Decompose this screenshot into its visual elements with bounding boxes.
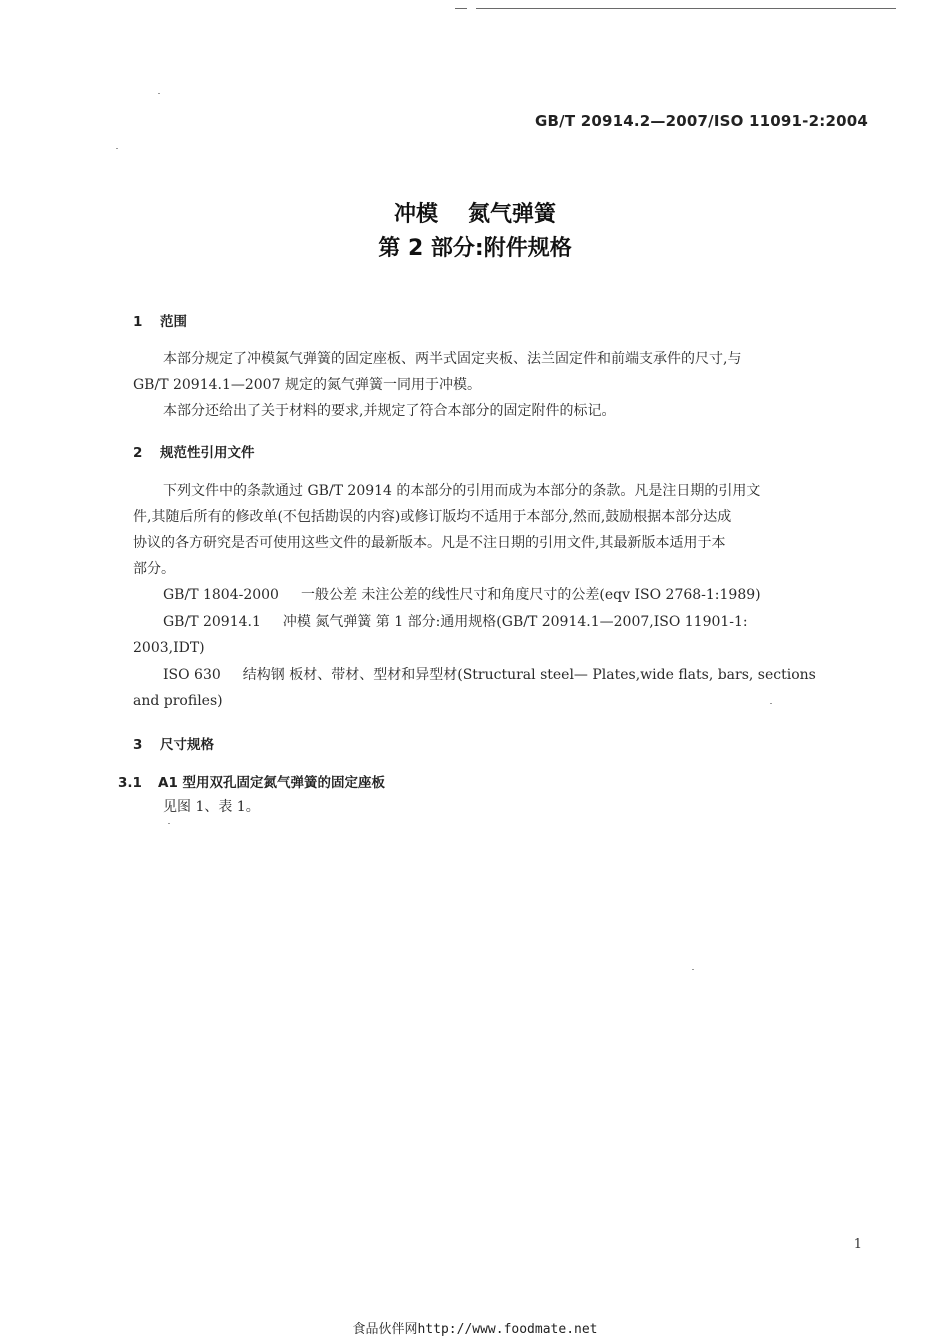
subsection-number: 3.1 xyxy=(118,775,142,791)
subsection-3-1-heading xyxy=(118,771,385,791)
reference-title-continued: 2003,IDT) xyxy=(133,640,205,656)
section-title: 范围 xyxy=(160,314,187,330)
section-1-heading xyxy=(133,310,187,330)
paragraph-line: 下列文件中的条款通过 GB/T 20914 的本部分的引用而成为本部分的条款。凡是注日期的引用文 xyxy=(163,483,761,499)
reference-title: 结构钢 板材、带材、型材和异型材(Structural steel— Plates,wide flats, bars, sections xyxy=(242,667,816,683)
section-1-paragraph-1 xyxy=(133,346,869,398)
subsection-title: A1 型用双孔固定氮气弹簧的固定座板 xyxy=(158,775,386,791)
normative-reference xyxy=(133,662,869,714)
section-2-paragraph-1 xyxy=(133,478,869,582)
section-number: 3 xyxy=(133,737,143,753)
paragraph-line: 协议的各方研究是否可使用这些文件的最新版本。凡是不注日期的引用文件,其最新版本适用于本 xyxy=(133,535,726,551)
title-part1: 冲模 xyxy=(393,202,438,227)
section-number: 2 xyxy=(133,445,143,461)
normative-reference xyxy=(133,609,869,661)
paragraph-line: GB/T 20914.1—2007 规定的氮气弹簧一同用于冲模。 xyxy=(133,377,481,393)
section-1-paragraph-2 xyxy=(133,398,869,424)
reference-title: 一般公差 未注公差的线性尺寸和角度尺寸的公差(eqv ISO 2768-1:1989) xyxy=(300,587,761,603)
paragraph-line: 见图 1、表 1。 xyxy=(163,799,260,815)
standard-number: GB/T 20914.2—2007/ISO 11091-2:2004 xyxy=(535,112,868,130)
header-rule xyxy=(476,8,896,9)
document-title-line2: 第 2 部分:附件规格 xyxy=(378,236,572,261)
paragraph-line: 本部分还给出了关于材料的要求,并规定了符合本部分的固定附件的标记。 xyxy=(163,403,616,419)
title-part2: 氮气弹簧 xyxy=(468,202,557,227)
paragraph-line: 件,其随后所有的修改单(不包括勘误的内容)或修订版均不适用于本部分,然而,鼓励根据本部分达成 xyxy=(133,509,732,525)
section-number: 1 xyxy=(133,314,143,330)
header-rule-dash xyxy=(455,8,467,9)
reference-code: GB/T 20914.1 xyxy=(163,614,261,630)
reference-code: ISO 630 xyxy=(163,667,221,683)
scan-speck xyxy=(168,823,170,824)
section-title: 尺寸规格 xyxy=(160,737,214,753)
scan-speck xyxy=(692,969,694,970)
paragraph-line: 本部分规定了冲模氮气弹簧的固定座板、两半式固定夹板、法兰固定件和前端支承件的尺寸,与 xyxy=(163,351,742,367)
page-number: 1 xyxy=(853,1237,862,1252)
reference-title-continued: and profiles) xyxy=(133,693,223,709)
scan-speck xyxy=(116,148,118,149)
subsection-3-1-text xyxy=(133,794,869,820)
paragraph-line: 部分。 xyxy=(133,561,175,577)
reference-code: GB/T 1804-2000 xyxy=(163,587,279,603)
section-2-heading xyxy=(133,441,255,461)
document-title-line1 xyxy=(0,197,950,228)
section-title: 规范性引用文件 xyxy=(160,445,255,461)
reference-title: 冲模 氮气弹簧 第 1 部分:通用规格(GB/T 20914.1—2007,ISO 11901-1: xyxy=(282,614,748,630)
section-3-heading xyxy=(133,733,214,753)
normative-reference xyxy=(133,582,869,608)
scan-speck xyxy=(158,93,160,94)
footer-watermark: 食品伙伴网http://www.foodmate.net xyxy=(352,1322,598,1337)
